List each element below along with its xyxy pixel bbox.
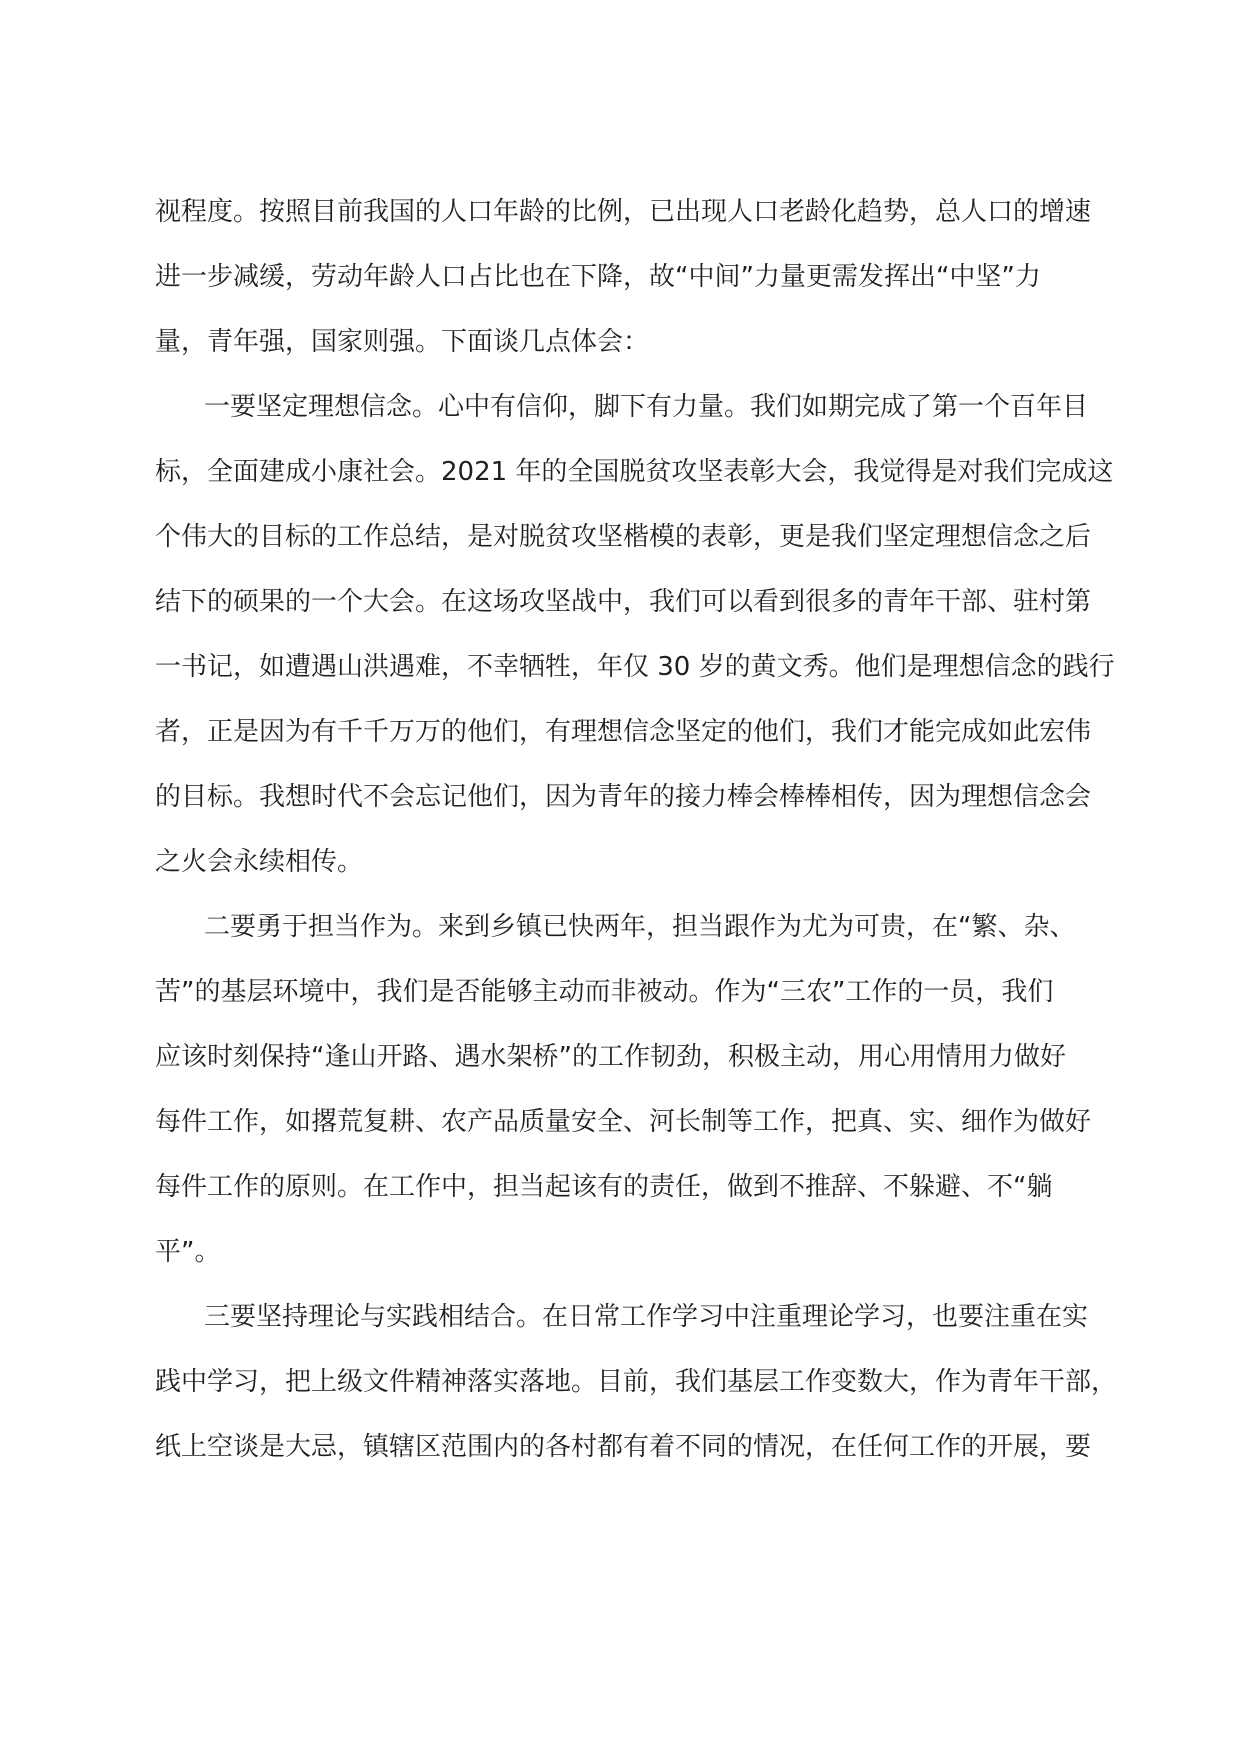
text-line: 者，正是因为有千千万万的他们，有理想信念坚定的他们，我们才能完成如此宏伟 <box>155 717 1092 747</box>
text-line: 应该时刻保持“逢山开路、遇水架桥”的工作韧劲，积极主动，用心用情用力做好 <box>155 1042 1066 1072</box>
paragraph-3-start: 三要坚持理论与实践相结合。在日常工作学习中注重理论学习，也要注重在实 <box>204 1302 1089 1332</box>
text-line: 每件工作的原则。在工作中，担当起该有的责任，做到不推辞、不躲避、不“躺 <box>155 1172 1053 1202</box>
text-line: 标，全面建成小康社会。2021 年的全国脱贫攻坚表彰大会，我觉得是对我们完成这 <box>155 457 1114 487</box>
text-line: 结下的硕果的一个大会。在这场攻坚战中，我们可以看到很多的青年干部、驻村第 <box>155 587 1092 617</box>
text-line: 纸上空谈是大忌，镇辖区范围内的各村都有着不同的情况，在任何工作的开展，要 <box>155 1432 1092 1462</box>
paragraph-2-start: 二要勇于担当作为。来到乡镇已快两年，担当跟作为尤为可贵，在“繁、杂、 <box>204 912 1076 942</box>
text-line: 苦”的基层环境中，我们是否能够主动而非被动。作为“三农”工作的一员，我们 <box>155 977 1054 1007</box>
text-line: 每件工作，如撂荒复耕、农产品质量安全、河长制等工作，把真、实、细作为做好 <box>155 1107 1092 1137</box>
text-line: 平”。 <box>155 1237 221 1267</box>
text-line: 的目标。我想时代不会忘记他们，因为青年的接力棒会棒棒相传，因为理想信念会 <box>155 782 1092 812</box>
paragraph-1-start: 一要坚定理想信念。心中有信仰，脚下有力量。我们如期完成了第一个百年目 <box>204 392 1089 422</box>
text-line: 一书记，如遭遇山洪遇难，不幸牺牲，年仅 30 岁的黄文秀。他们是理想信念的践行 <box>155 652 1115 682</box>
text-line: 践中学习，把上级文件精神落实落地。目前，我们基层工作变数大，作为青年干部， <box>155 1367 1118 1397</box>
text-line: 量，青年强，国家则强。下面谈几点体会： <box>155 327 650 357</box>
text-line: 进一步减缓，劳动年龄人口占比也在下降，故“中间”力量更需发挥出“中坚”力 <box>155 262 1041 292</box>
document-body <box>155 180 1118 1480</box>
text-line: 视程度。按照目前我国的人口年龄的比例，已出现人口老龄化趋势，总人口的增速 <box>155 197 1092 227</box>
text-line: 个伟大的目标的工作总结，是对脱贫攻坚楷模的表彰，更是我们坚定理想信念之后 <box>155 522 1092 552</box>
text-line: 之火会永续相传。 <box>155 847 364 877</box>
